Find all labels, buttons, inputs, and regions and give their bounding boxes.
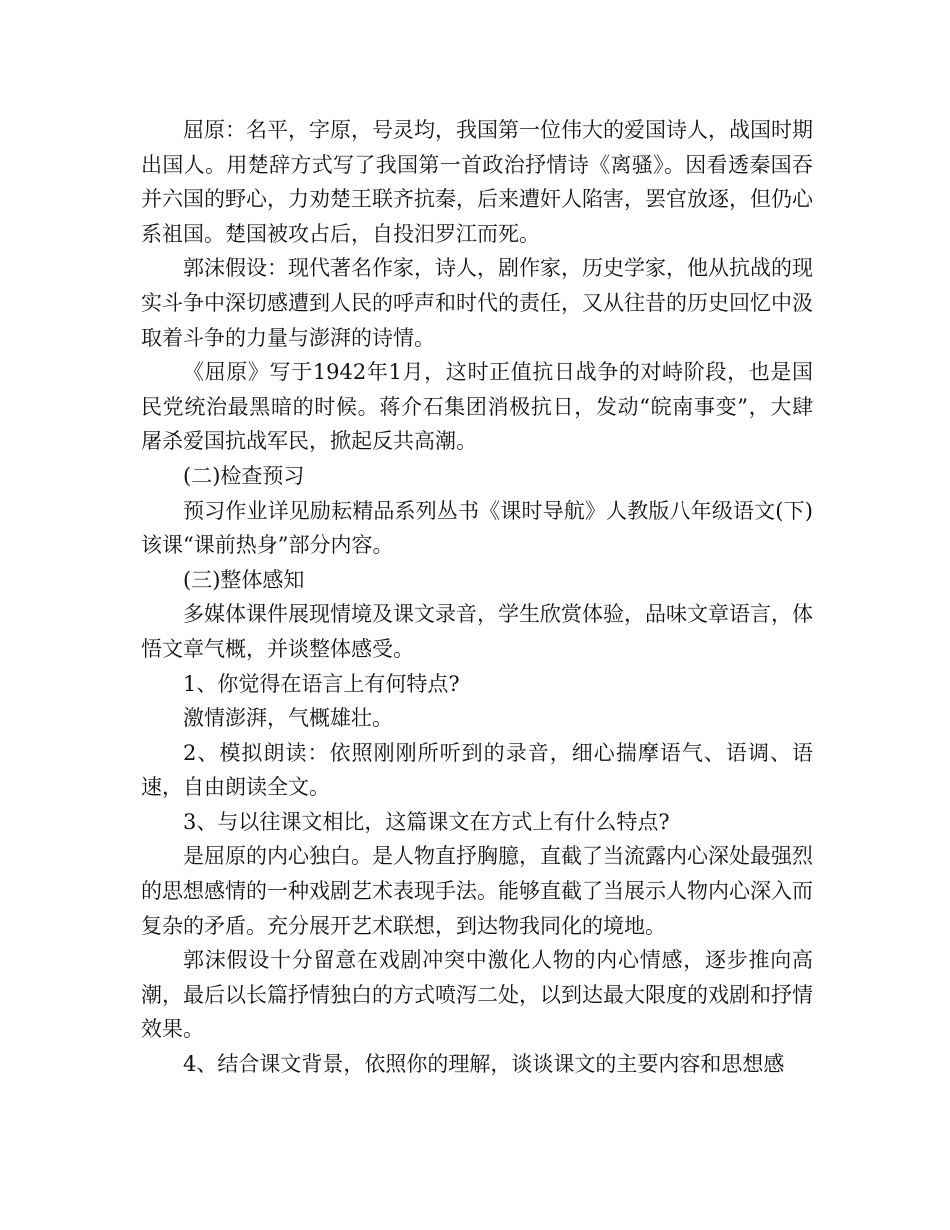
section-heading-check-preview: (二)检查预习 [183,463,305,488]
paragraph-preview-homework: 预习作业详见励耘精品系列丛书《课时导航》人教版八年级语文(下)该课“课前热身”部分内容。 [141,498,813,558]
paragraph-guo-moruo-technique: 郭沫假设十分留意在戏剧冲突中激化人物的内心情感，逐步推向高潮，最后以长篇抒情独白的方式喷泻二处，以到达最大限度的戏剧和抒情效果。 [141,948,813,1042]
paragraph-background: 《屈原》写于1942年1月，这时正值抗日战争的对峙阶段，也是国民党统治最黑暗的时候。蒋介石集团消极抗日，发动“皖南事变”，大肆屠杀爱国抗战军民，掀起反共高潮。 [141,360,813,454]
document-body [141,113,813,1082]
question-4: 4、结合课文背景，依照你的理解，谈谈课文的主要内容和思想感 [183,1052,785,1077]
answer-3: 是屈原的内心独白。是人物直抒胸臆，直截了当流露内心深处最强烈的思想感情的一种戏剧艺术表现手法。能够直截了当展示人物内心深入而复杂的矛盾。充分展开艺术联想，到达物我同化的境地。 [141,844,813,938]
question-2: 2、模拟朗读：依照刚刚所听到的录音，细心揣摩语气、语调、语速，自由朗读全文。 [141,740,813,800]
question-3: 3、与以往课文相比，这篇课文在方式上有什么特点? [183,809,670,834]
answer-1: 激情澎湃，气概雄壮。 [183,706,393,731]
paragraph-guo-moruo-bio: 郭沫假设：现代著名作家，诗人，剧作家，历史学家，他从抗战的现实斗争中深切感遭到人民的呼声和时代的责任，又从往昔的历史回忆中汲取着斗争的力量与澎湃的诗情。 [141,256,813,350]
paragraph-qu-yuan-bio: 屈原：名平，字原，号灵均，我国第一位伟大的爱国诗人，战国时期出国人。用楚辞方式写了我国第一首政治抒情诗《离骚》。因看透秦国吞并六国的野心，力劝楚王联齐抗秦，后来遭奸人陷害，罢官放逐，但仍心系祖国。楚国被攻占后，自投汨罗江而死。 [141,118,813,246]
section-heading-overall-perception: (三)整体感知 [183,567,305,592]
question-1: 1、你觉得在语言上有何特点? [183,671,460,696]
paragraph-multimedia: 多媒体课件展现情境及课文录音，学生欣赏体验，品味文章语言，体悟文章气概，并谈整体感受。 [141,602,813,661]
